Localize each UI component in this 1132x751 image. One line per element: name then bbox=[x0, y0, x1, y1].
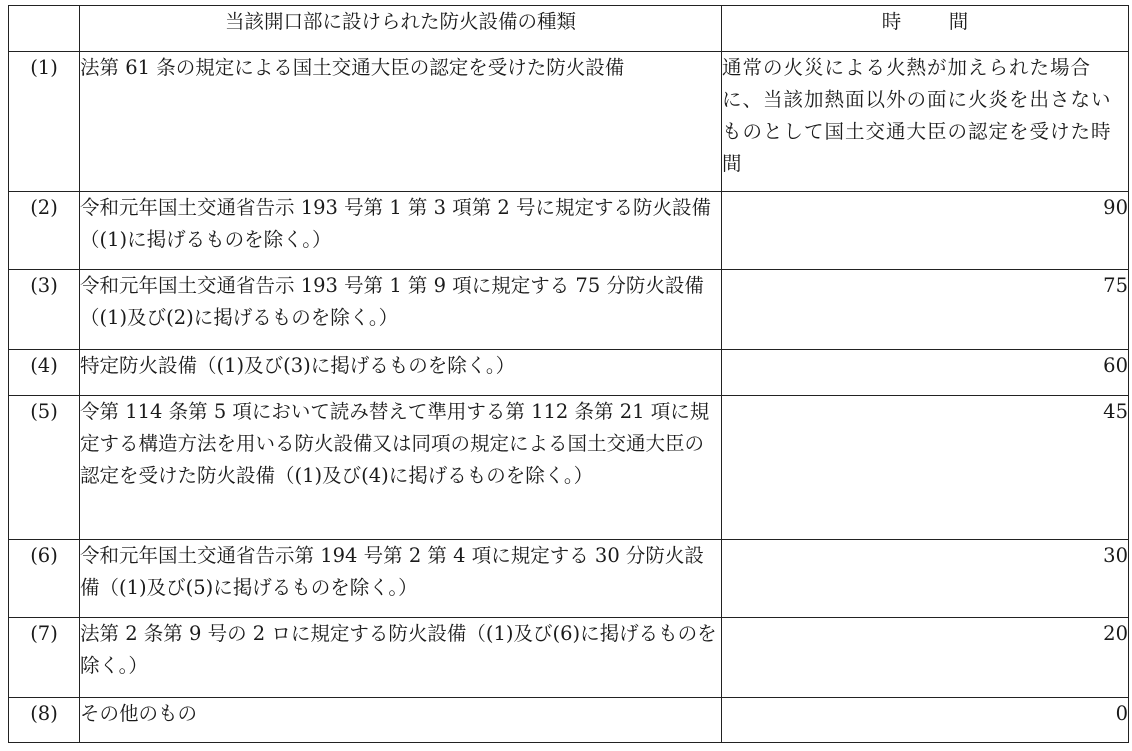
table-row bbox=[9, 698, 1129, 743]
row-time: 75 bbox=[722, 270, 1129, 350]
row-description: 令第 114 条第 5 項において読み替えて準用する第 112 条第 21 項に規定する構造方法を用いる防火設備又は同項の規定による国土交通大臣の認定を受けた防火設備（(1)及び(4)に掲げるものを除く。） bbox=[80, 396, 722, 540]
row-description: 令和元年国土交通省告示 193 号第 1 第 9 項に規定する 75 分防火設備（(1)及び(2)に掲げるものを除く。） bbox=[80, 270, 722, 350]
row-time-text: 通常の火災による火熱が加えられた場合に、当該加熱面以外の面に火炎を出さないものとして国土交通大臣の認定を受けた時間 bbox=[722, 56, 1112, 175]
header-number-cell bbox=[9, 6, 80, 52]
row-description: 特定防火設備（(1)及び(3)に掲げるものを除く。） bbox=[80, 350, 722, 396]
table-header-row bbox=[9, 6, 1129, 52]
table-row bbox=[9, 350, 1129, 396]
row-time bbox=[722, 52, 1129, 192]
header-time-label: 時 間 bbox=[881, 10, 983, 33]
row-number: (2) bbox=[9, 192, 80, 270]
row-number: (8) bbox=[9, 698, 80, 743]
fire-equipment-time-table bbox=[8, 5, 1129, 743]
table-row bbox=[9, 270, 1129, 350]
header-equipment-type: 当該開口部に設けられた防火設備の種類 bbox=[80, 6, 722, 52]
table-row bbox=[9, 52, 1129, 192]
row-number: (5) bbox=[9, 396, 80, 540]
row-description: 法第 2 条第 9 号の 2 ロに規定する防火設備（(1)及び(6)に掲げるものを除く。） bbox=[80, 618, 722, 698]
header-time bbox=[722, 6, 1129, 52]
row-description: その他のもの bbox=[80, 698, 722, 743]
row-number: (3) bbox=[9, 270, 80, 350]
row-time: 0 bbox=[722, 698, 1129, 743]
table-row bbox=[9, 618, 1129, 698]
row-description: 法第 61 条の規定による国土交通大臣の認定を受けた防火設備 bbox=[80, 52, 722, 192]
row-time: 45 bbox=[722, 396, 1129, 540]
row-time: 30 bbox=[722, 540, 1129, 618]
row-number: (6) bbox=[9, 540, 80, 618]
row-number: (7) bbox=[9, 618, 80, 698]
row-time: 90 bbox=[722, 192, 1129, 270]
row-time: 20 bbox=[722, 618, 1129, 698]
table-row bbox=[9, 192, 1129, 270]
row-description: 令和元年国土交通省告示第 194 号第 2 第 4 項に規定する 30 分防火設備（(1)及び(5)に掲げるものを除く。） bbox=[80, 540, 722, 618]
row-time: 60 bbox=[722, 350, 1129, 396]
table-row bbox=[9, 540, 1129, 618]
row-number: (4) bbox=[9, 350, 80, 396]
table-row bbox=[9, 396, 1129, 540]
row-description: 令和元年国土交通省告示 193 号第 1 第 3 項第 2 号に規定する防火設備（(1)に掲げるものを除く。） bbox=[80, 192, 722, 270]
row-number: (1) bbox=[9, 52, 80, 192]
